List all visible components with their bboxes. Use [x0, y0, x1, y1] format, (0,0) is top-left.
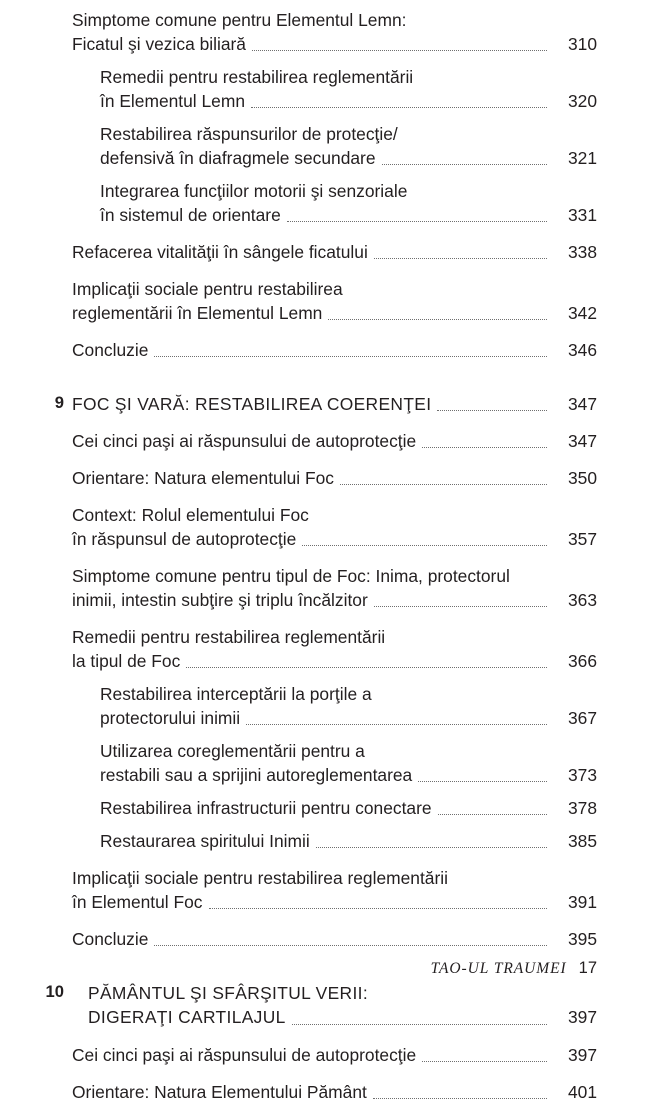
- dot-leader: [373, 1097, 547, 1099]
- toc-entry[interactable]: [38, 277, 597, 325]
- toc-entry-line: [72, 866, 597, 890]
- dot-leader: [418, 780, 547, 782]
- toc-entry-line: [100, 829, 597, 853]
- toc-entry-title: PĂMÂNTUL ŞI SFÂRŞITUL VERII:: [88, 983, 368, 1004]
- toc-entry-line: [100, 146, 597, 170]
- footer-page-number: 17: [578, 959, 597, 977]
- toc-entry[interactable]: [38, 466, 597, 490]
- toc-entry-body: [72, 466, 597, 490]
- toc-entry[interactable]: [38, 796, 597, 820]
- toc-entry-title: reglementării în Elementul Lemn: [72, 303, 323, 324]
- toc-entry-title: Context: Rolul elementului Foc: [72, 505, 309, 526]
- toc-entry-line: [100, 122, 597, 146]
- toc-entry-line: [72, 392, 597, 416]
- toc-entry-title: Cei cinci paşi ai răspunsului de autoprotecţie: [72, 431, 417, 452]
- toc-page-number: 391: [567, 892, 597, 913]
- toc-entry-line: [72, 32, 597, 56]
- toc-entry-title: Restabilirea răspunsurilor de protecţie/: [100, 124, 398, 145]
- toc-page-number: 366: [567, 651, 597, 672]
- toc-page-number: 350: [567, 468, 597, 489]
- toc-entry-line: [72, 588, 597, 612]
- toc-entry-line: [100, 796, 597, 820]
- toc-entry-body: [72, 1043, 597, 1067]
- dot-leader: [374, 605, 547, 607]
- dot-leader: [302, 544, 547, 546]
- toc-entry-title: DIGERAŢI CARTILAJUL: [88, 1007, 286, 1028]
- toc-chapter-number: 9: [54, 393, 64, 413]
- toc-entry-line: [72, 240, 597, 264]
- toc-entry[interactable]: [38, 122, 597, 170]
- toc-entry-title: Concluzie: [72, 340, 149, 361]
- toc-page-number: 397: [567, 1044, 597, 1065]
- toc-entry-title: Simptome comune pentru tipul de Foc: Inima, protectorul: [72, 566, 510, 587]
- toc-entry[interactable]: [38, 564, 597, 612]
- dot-leader: [422, 1060, 547, 1062]
- dot-leader: [252, 49, 547, 51]
- toc-entry-title: Remedii pentru restabilirea reglementării: [100, 67, 414, 88]
- toc-entry-title: Implicaţii sociale pentru restabilirea reglementării: [72, 868, 448, 889]
- toc-entry-line: [100, 65, 597, 89]
- toc-entry-line: [72, 649, 597, 673]
- dot-leader: [251, 106, 547, 108]
- toc-entry[interactable]: [38, 338, 597, 362]
- toc-entry-line: [100, 89, 597, 113]
- toc-entry-line: [100, 179, 597, 203]
- toc-entry-body: [72, 866, 597, 914]
- dot-leader: [438, 813, 547, 815]
- toc-entry-title: la tipul de Foc: [72, 651, 181, 672]
- toc-entry-body: [72, 8, 597, 56]
- toc-page-number: 373: [567, 765, 597, 786]
- toc-entry[interactable]: [38, 927, 597, 951]
- toc-entry-line: [100, 682, 597, 706]
- toc-page-number: 347: [567, 431, 597, 452]
- dot-leader: [154, 355, 547, 357]
- toc-entry-title: Restabilirea interceptării la porţile a: [100, 684, 372, 705]
- toc-entry-title: în sistemul de orientare: [100, 205, 281, 226]
- toc-page-number: 363: [567, 590, 597, 611]
- toc-page-number: 357: [567, 529, 597, 550]
- dot-leader: [209, 907, 548, 909]
- toc-entry-body: [72, 625, 597, 673]
- toc-entry-title: protectorului inimii: [100, 708, 241, 729]
- toc-entry-title: Ficatul şi vezica biliară: [72, 34, 246, 55]
- dot-leader: [292, 1023, 547, 1025]
- toc-entry-body: [72, 564, 597, 612]
- dot-leader: [437, 409, 547, 411]
- toc-page-number: 321: [567, 148, 597, 169]
- toc-entry-body: [72, 338, 597, 362]
- dot-leader: [340, 483, 547, 485]
- toc-entry-title: în Elementul Lemn: [100, 91, 246, 112]
- toc-entry[interactable]: [38, 179, 597, 227]
- toc-entry-body: [72, 796, 597, 820]
- toc-entry-line: [100, 706, 597, 730]
- page-footer: [431, 959, 597, 978]
- toc-entry-line: [72, 927, 597, 951]
- toc-entry-body: [72, 927, 597, 951]
- toc-entry-line: [88, 981, 597, 1005]
- toc-entry-title: Restaurarea spiritului Inimii: [100, 831, 310, 852]
- toc-page-number: 367: [567, 708, 597, 729]
- dot-leader: [374, 257, 547, 259]
- toc-entry-body: [72, 179, 597, 227]
- toc-page-number: 385: [567, 831, 597, 852]
- toc-chapter-number: 10: [45, 982, 64, 1002]
- dot-leader: [316, 846, 547, 848]
- dot-leader: [382, 163, 547, 165]
- dot-leader: [328, 318, 547, 320]
- toc-entry-body: [72, 682, 597, 730]
- footer-book-title: TAO-UL TRAUMEI: [430, 960, 567, 977]
- toc-entry-title: Utilizarea coreglementării pentru a: [100, 741, 365, 762]
- toc-entry-body: [72, 65, 597, 113]
- toc-entry-title: Remedii pentru restabilirea reglementării: [72, 627, 386, 648]
- dot-leader: [287, 220, 547, 222]
- toc-page-number: 331: [567, 205, 597, 226]
- toc-entry-line: [72, 8, 597, 32]
- toc-entry[interactable]: [38, 625, 597, 673]
- toc-entry-body: [72, 503, 597, 551]
- toc-entry-body: [72, 392, 597, 416]
- dot-leader: [154, 944, 547, 946]
- toc-entry-body: [72, 240, 597, 264]
- toc-page-number: 320: [567, 91, 597, 112]
- toc-entry[interactable]: [38, 503, 597, 551]
- dot-leader: [246, 723, 547, 725]
- toc-entry-body: [72, 429, 597, 453]
- toc-entry[interactable]: [38, 829, 597, 853]
- toc-entry-title: în răspunsul de autoprotecţie: [72, 529, 297, 550]
- toc-page-number: 397: [567, 1007, 597, 1028]
- toc-entry-line: [72, 338, 597, 362]
- toc-entry-line: [100, 739, 597, 763]
- toc-page-number: 395: [567, 929, 597, 950]
- toc-entry-line: [72, 1043, 597, 1067]
- toc-entry-line: [100, 203, 597, 227]
- toc-entry[interactable]: [38, 739, 597, 787]
- toc-entry-line: [100, 763, 597, 787]
- toc-entry-line: [72, 503, 597, 527]
- toc-entry[interactable]: [38, 1080, 597, 1104]
- toc-chapter-entry[interactable]: [38, 981, 597, 1029]
- toc-entry-title: FOC ŞI VARĂ: RESTABILIREA COERENŢEI: [72, 394, 432, 415]
- toc-entry-line: [72, 277, 597, 301]
- toc-entry-title: Integrarea funcţiilor motorii şi senzoriale: [100, 181, 408, 202]
- toc-chapter-entry[interactable]: [38, 392, 597, 416]
- toc-entry-body: [72, 122, 597, 170]
- toc-entry-line: [72, 527, 597, 551]
- toc-entry-title: Orientare: Natura elementului Foc: [72, 468, 334, 489]
- toc-entry-line: [72, 564, 597, 588]
- toc-entry-title: Refacerea vitalităţii în sângele ficatului: [72, 242, 368, 263]
- toc-entry-title: Orientare: Natura Elementului Pământ: [72, 1081, 367, 1102]
- toc-entry-title: Concluzie: [72, 929, 149, 950]
- toc-entry[interactable]: [38, 866, 597, 914]
- toc-entry[interactable]: [38, 1043, 597, 1067]
- toc-entry-line: [72, 890, 597, 914]
- toc-entry-line: [88, 1005, 597, 1029]
- toc-entry-line: [72, 466, 597, 490]
- toc-entry[interactable]: [38, 8, 597, 56]
- toc-entry[interactable]: [38, 240, 597, 264]
- toc-entry-title: restabili sau a sprijini autoreglementarea: [100, 765, 413, 786]
- toc-entry[interactable]: [38, 429, 597, 453]
- toc-page-number: 342: [567, 303, 597, 324]
- toc-page-number: 310: [567, 34, 597, 55]
- toc-entry-line: [72, 301, 597, 325]
- toc-entry-body: [72, 1080, 597, 1104]
- toc-page-number: 338: [567, 242, 597, 263]
- toc-entry-title: în Elementul Foc: [72, 892, 203, 913]
- toc-entry-body: [72, 981, 597, 1029]
- toc-entry-line: [72, 625, 597, 649]
- toc-entry-title: Simptome comune pentru Elementul Lemn:: [72, 10, 407, 30]
- toc-entry[interactable]: [38, 65, 597, 113]
- toc-entry-body: [72, 277, 597, 325]
- toc-entry-title: Implicaţii sociale pentru restabilirea: [72, 279, 343, 300]
- toc-entry[interactable]: [38, 682, 597, 730]
- toc-entry-title: defensivă în diafragmele secundare: [100, 148, 376, 169]
- toc-entry-line: [72, 1080, 597, 1104]
- table-of-contents: [38, 8, 597, 1104]
- toc-entry-title: inimii, intestin subţire şi triplu încălzitor: [72, 590, 368, 611]
- dot-leader: [186, 666, 547, 668]
- toc-entry-body: [72, 739, 597, 787]
- toc-entry-title: Restabilirea infrastructurii pentru conectare: [100, 798, 432, 819]
- toc-page-number: 347: [567, 394, 597, 415]
- toc-page-number: 346: [567, 340, 597, 361]
- toc-entry-body: [72, 829, 597, 853]
- toc-entry-title: Cei cinci paşi ai răspunsului de autoprotecţie: [72, 1044, 417, 1065]
- toc-entry-line: [72, 429, 597, 453]
- dot-leader: [422, 446, 547, 448]
- toc-page-number: 401: [567, 1081, 597, 1102]
- toc-page-number: 378: [567, 798, 597, 819]
